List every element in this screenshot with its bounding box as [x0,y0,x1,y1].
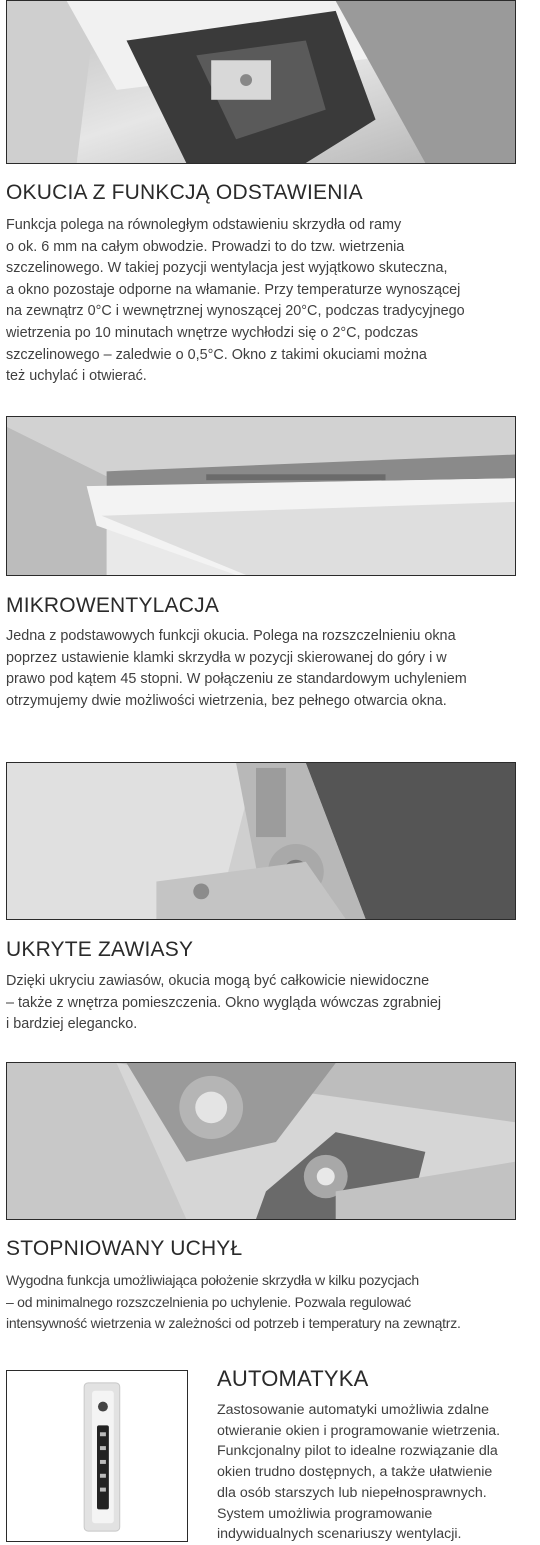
remote-control-photo [6,1370,188,1542]
hidden-hinges-photo [6,762,516,920]
text-line: indywidualnych scenariuszy wentylacji. [217,1526,462,1543]
text-line: – także z wnętrza pomieszczenia. Okno wygląda wówczas zgrabniej [6,994,442,1011]
text-line: o ok. 6 mm na całym obwodzie. Prowadzi to do tzw. wietrzenia [6,238,405,255]
text-line: Dzięki ukryciu zawiasów, okucia mogą być całkowicie niewidoczne [6,973,430,989]
section-title-stepped-tilt: STOPNIOWANY UCHYŁ [6,1237,243,1260]
text-line: Funkcja polega na równoległym odstawieniu skrzydła od ramy [6,217,402,233]
text-line: otwieranie okien i programowanie wietrzenia. [217,1422,501,1439]
section-text-stepped-tilt [6,1270,461,1335]
text-line: poprzez ustawienie klamki skrzydła w pozycji skierowanej do góry i w [6,649,447,666]
text-line: prawo pod kątem 45 stopni. W połączeniu ze standardowym uchyleniem [6,671,467,688]
text-line: okien trudno dostępnych, a także ułatwienie [217,1464,493,1481]
text-line: a okno pozostaje odporne na włamanie. Przy temperaturze wynoszącej [6,281,461,298]
text-line: Jedna z podstawowych funkcji okucia. Polega na rozszczelnieniu okna [6,628,456,644]
section-text-automation [217,1400,500,1545]
text-line: Wygodna funkcja umożliwiająca położenie skrzydła w kilku pozycjach [6,1272,419,1288]
section-text-hidden-hinges [6,971,441,1036]
text-line: też uchylać i otwierać. [6,368,147,385]
text-line: szczelinowego. W takiej pozycji wentylacja jest wyjątkowo skuteczna, [6,260,448,277]
text-line: – od minimalnego rozszczelnienia po uchylenie. Pozwala regulować [6,1293,412,1310]
text-line: otrzymujemy dwie możliwości wietrzenia, bez pełnego otwarcia okna. [6,692,447,709]
section-title-automation: AUTOMATYKA [217,1366,369,1391]
text-line: intensywność wietrzenia w zależności od potrzeb i temperatury na zewnątrz. [6,1315,461,1332]
text-line: wietrzenia po 10 minutach wnętrze wychłodzi się o 2°C, podczas [6,324,419,341]
section-title-hidden-hinges: UKRYTE ZAWIASY [6,938,194,961]
text-line: Zastosowanie automatyki umożliwia zdalne [217,1402,490,1418]
tilt-parallel-hardware-photo [6,0,516,164]
section-text-microventilation [6,626,467,712]
section-title-tilt-parallel: OKUCIA Z FUNKCJĄ ODSTAWIENIA [6,181,363,204]
section-title-microventilation: MIKROWENTYLACJA [6,594,220,617]
text-line: i bardziej elegancko. [6,1016,138,1033]
text-line: Funkcjonalny pilot to idealne rozwiązanie dla [217,1443,498,1460]
text-line: dla osób starszych lub niepełnosprawnych. [217,1484,487,1501]
stepped-tilt-photo [6,1062,516,1220]
section-text-tilt-parallel [6,215,465,388]
text-line: szczelinowego – zaledwie o 0,5°C. Okno z takimi okuciami można [6,346,427,363]
text-line: System umożliwia programowanie [217,1505,433,1522]
microventilation-photo [6,416,516,576]
text-line: na zewnątrz 0°C i wewnętrznej wynoszącej 20°C, podczas tradycyjnego [6,303,465,320]
